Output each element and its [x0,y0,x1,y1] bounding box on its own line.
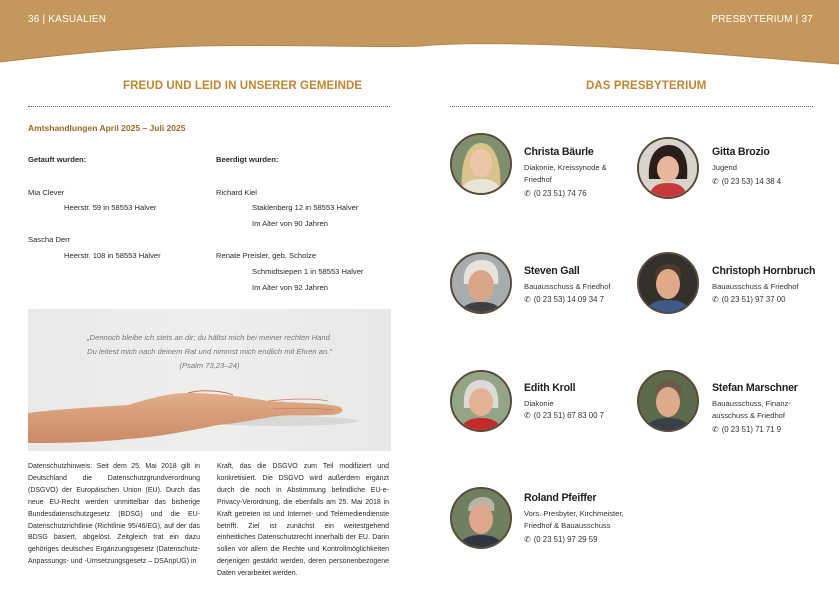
buried-heading: Beerdigt wurden: [216,155,279,164]
buried-name: Richard Kiel [216,188,257,197]
member-phone [524,535,597,544]
member-phone [712,425,781,434]
member-name: Gitta Brozio [712,146,770,158]
page-header-banner [0,0,839,70]
member-role: Diakonie, Kreissynode & [524,163,607,172]
portrait-stefan-marschner [639,372,697,430]
baptized-name: Sascha Derr [28,235,71,244]
datenschutz-text-1: Datenschutzhinweis: Seit dem 25. Mai 2018 gilt in Deutschland die Datenschutzgrundverordnung (DSGVO) der Europäischen Union (EU). Durch das neue EU-Recht werden unmittelbar das bisherige Bundesdatenschutzgesetz (BDSG) und die EU-Datenschutzrichtlinie (Richtlinie 95/46/EG), auf der das BDSG basiert, abgelöst. Zeitgleich trat ein dazu gehöriges deutsches Ergänzungsgesetz (Datenschutz-Anpassungs- und -Umsetzungsgesetz – DSAnpUG) in [28,463,200,566]
member-role: Bauausschuss & Friedhof [524,282,611,291]
member-role: Bauausschuss, Finanz- [712,399,791,408]
member-role: Friedhof [524,175,552,184]
avatar [450,133,512,195]
portrait-gitta-brozio [639,139,697,197]
member-phone-number: (0 23 51) 74 76 [533,189,587,198]
member-phone [524,411,604,420]
member-role: Vors. Presbyter, Kirchmeister, [524,509,624,518]
member-role: Bauausschuss & Friedhof [712,282,799,291]
member-phone [712,295,785,304]
right-divider [450,106,813,107]
buried-age: Im Alter von 92 Jahren [252,283,328,292]
left-divider [28,106,390,107]
avatar [450,370,512,432]
member-name: Edith Kroll [524,382,576,394]
left-section-title: FREUD UND LEID IN UNSERER GEMEINDE [123,80,363,92]
buried-address: Schmidtsiepen 1 in 58553 Halver [252,267,364,276]
member-phone-number: (0 23 51) 67 83 00 7 [533,411,604,420]
phone-icon: ✆ [524,535,531,544]
baptized-name: Mia Clever [28,188,65,197]
portrait-edith-kroll [452,372,510,430]
quote-line-1: „Dennoch bleibe ich stets an dir; du hältst mich bei meiner rechten Hand. [87,333,332,342]
buried-name: Renate Preisler, geb. Scholze [216,251,317,260]
avatar [637,370,699,432]
portrait-roland-pfeiffer [452,489,510,547]
avatar [637,137,699,199]
psalm-quote [28,331,391,373]
member-phone [712,177,781,186]
avatar [637,252,699,314]
datenschutz-column-2 [217,461,389,580]
member-name: Christoph Hornbruch [712,265,816,277]
phone-icon: ✆ [712,177,719,186]
amtshandlungen-subtitle: Amtshandlungen April 2025 – Juli 2025 [28,123,186,133]
member-name: Steven Gall [524,265,580,277]
quote-reference: (Psalm 73,23–24) [179,361,240,370]
member-role: Diakonie [524,399,554,408]
baptized-address: Heerstr. 108 in 58553 Halver [64,251,161,260]
avatar [450,487,512,549]
right-page-header: PRESBYTERIUM | 37 [711,14,813,25]
portrait-christoph-hornbruch [639,254,697,312]
datenschutz-text-2: Kraft, das die DSGVO zum Teil modifiziert und konkretisiert. Die DSGVO wird außerdem ergänzt durch die noch in Abstimmung befindliche EU-e-Privacy-Verordnung, die ebenfalls am 25. Mai 2018 in Kraft getreten ist und Internet- und Telemediendienste betrifft. Ziel ist zunächst ein weitestgehend einheitliches Datenschutzrecht innerhalb der EU. Darin sollen vor allem die Rechte und Kontrollmöglichkeiten derjenigen gestärkt werden, deren personenbezogene Daten verarbeitet werden. [217,463,389,578]
buried-address: Staklenberg 12 in 58553 Halver [252,203,359,212]
right-section-title: DAS PRESBYTERIUM [586,80,707,92]
member-phone-number: (0 23 51) 97 29 59 [533,535,598,544]
member-name: Stefan Marschner [712,382,798,394]
member-role: Friedhof & Bauausschuss [524,521,611,530]
member-phone-number: (0 23 51) 71 71 9 [721,425,782,434]
portrait-steven-gall [452,254,510,312]
baptized-heading: Getauft wurden: [28,155,87,164]
quote-line-2: Du leitest mich nach deinem Rat und nimmst mich endlich mit Ehren an.“ [87,347,332,356]
member-phone-number: (0 23 53) 14 09 34 7 [533,295,604,304]
member-phone [524,295,604,304]
member-role: ausschuss & Friedhof [712,411,786,420]
avatar [450,252,512,314]
member-role: Jugend [712,163,737,172]
datenschutz-column-1 [28,461,200,568]
member-phone [524,189,587,198]
member-name: Roland Pfeiffer [524,492,597,504]
phone-icon: ✆ [712,425,719,434]
member-name: Christa Bäurle [524,146,594,158]
buried-age: Im Alter von 90 Jahren [252,219,328,228]
baptized-address: Heerstr. 59 in 58553 Halver [64,203,157,212]
member-phone-number: (0 23 51) 97 37 00 [721,295,786,304]
portrait-christa-baeurle [452,135,510,193]
phone-icon: ✆ [524,411,531,420]
hand-photo [28,309,391,451]
phone-icon: ✆ [712,295,719,304]
phone-icon: ✆ [524,189,531,198]
left-page-header: 36 | KASUALIEN [28,14,107,25]
phone-icon: ✆ [524,295,531,304]
member-phone-number: (0 23 53) 14 38 4 [721,177,782,186]
